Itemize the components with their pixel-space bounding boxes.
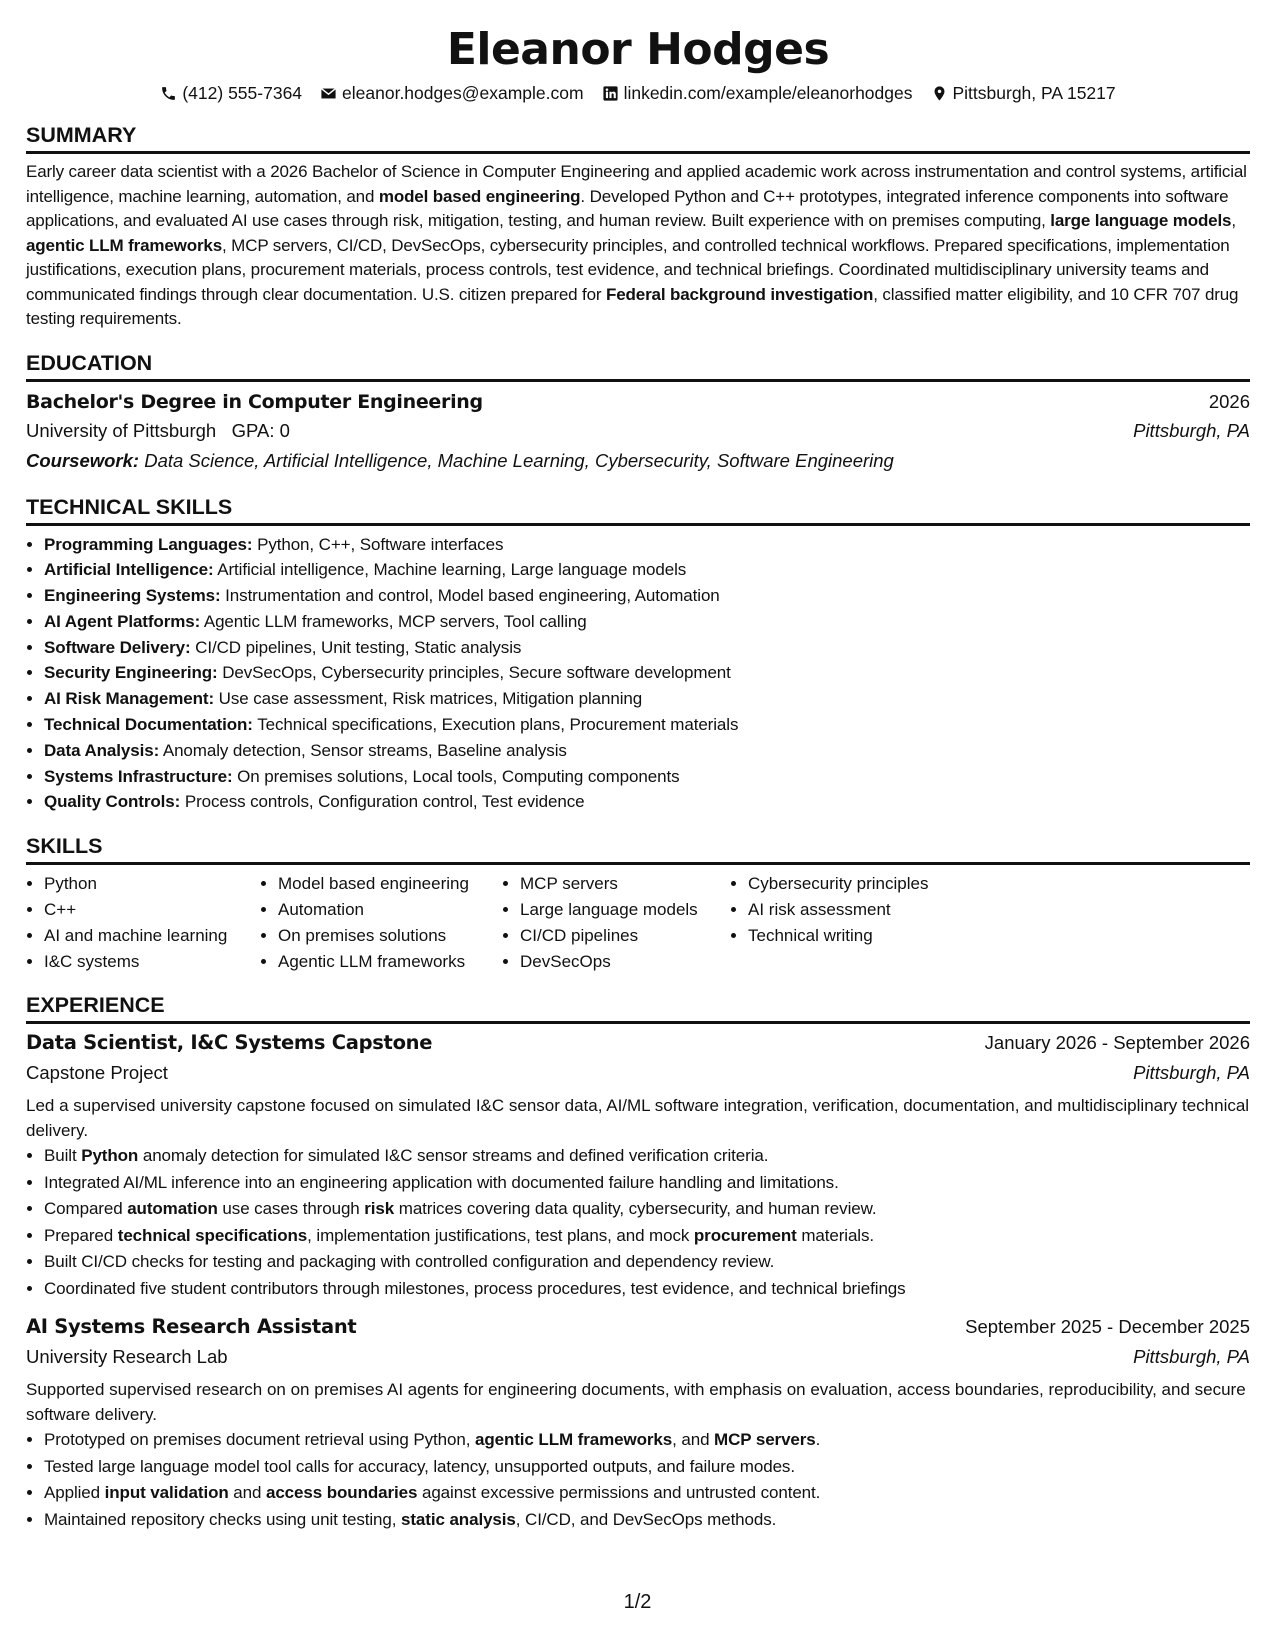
job-bullet	[44, 1143, 1250, 1170]
technical-skill-item	[44, 764, 1250, 790]
skill-item: • AI risk assessment	[748, 897, 998, 923]
skills-grid	[26, 871, 1250, 974]
technical-skill-label: Data Analysis:	[44, 740, 160, 760]
technical-skill-value: Anomaly detection, Sensor streams, Baseline analysis	[159, 740, 567, 760]
technical-skill-label: Systems Infrastructure:	[44, 766, 233, 786]
page-number: 1/2	[623, 1591, 652, 1613]
skills-column	[502, 871, 730, 974]
technical-skills-section	[26, 494, 1250, 816]
summary-segment-bold: agentic LLM frameworks	[26, 235, 223, 255]
job-title-row	[26, 1312, 1250, 1342]
job-bullet	[44, 1196, 1250, 1223]
technical-skill-item	[44, 583, 1250, 609]
text-segment: matrices covering data quality, cybersecurity, and human review.	[394, 1199, 877, 1219]
text-segment-bold: procurement	[693, 1225, 797, 1245]
job-entry	[26, 1312, 1250, 1533]
technical-skill-value: On premises solutions, Local tools, Computing components	[232, 766, 680, 786]
job-description: Supported supervised research on on premises AI agents for engineering documents, with emphasis on evaluation, access boundaries, reproducibility, and secure software delivery.	[26, 1380, 1246, 1424]
job-dates: September 2025 - December 2025	[965, 1316, 1250, 1338]
technical-skill-label: Software Delivery:	[44, 637, 191, 657]
text-segment-bold: technical specifications	[117, 1225, 308, 1245]
summary-segment: Early career data scientist with a 2026 Bachelor of Science in Computer Engineering and applied academic work across instrumentation and control systems, artificial intelligence, machine learning, automation, and	[26, 162, 1247, 206]
experience-heading: EXPERIENCE	[26, 992, 1250, 1024]
text-segment: Coordinated five student contributors through milestones, process procedures, test evidence, and technical briefings	[44, 1278, 906, 1298]
contact-location	[931, 82, 1116, 104]
job-bullet	[44, 1427, 1250, 1454]
text-segment: Prepared	[44, 1225, 118, 1245]
skills-section	[26, 833, 1250, 974]
technical-skill-label: Security Engineering:	[44, 663, 218, 683]
job-dates: January 2026 - September 2026	[984, 1032, 1250, 1054]
technical-skill-item	[44, 609, 1250, 635]
job-title: Data Scientist, I&C Systems Capstone	[26, 1031, 433, 1055]
summary-segment: ,	[1231, 211, 1236, 230]
technical-skill-item	[44, 660, 1250, 686]
contact-bar	[26, 82, 1250, 104]
job-organization: University Research Lab	[26, 1346, 228, 1368]
summary-segment-bold: model based engineering	[378, 186, 581, 206]
coursework-line	[26, 446, 1250, 476]
technical-skill-label: AI Agent Platforms:	[44, 611, 201, 631]
text-segment: materials.	[796, 1225, 875, 1245]
skill-item: • AI and machine learning	[44, 923, 260, 949]
summary-text	[26, 160, 1250, 332]
school-name: University of Pittsburgh	[26, 419, 217, 441]
school-line	[26, 416, 290, 446]
technical-skill-value: Python, C++, Software interfaces	[252, 534, 504, 554]
summary-segment: , MCP servers, CI/CD, DevSecOps, cybersecurity principles, and controlled technical workflows. Prepared specifications, implementation justifications, execution plans, procurement materials, process controls, test evidence, and technical briefings. Coordinated multidisciplinary university teams and communicated findings through clear documentation. U.S. citizen prepared for	[26, 235, 1230, 304]
text-segment: .	[815, 1430, 821, 1450]
technical-skill-value: CI/CD pipelines, Unit testing, Static analysis	[190, 637, 522, 657]
skills-column	[26, 871, 260, 974]
map-pin-icon	[931, 85, 948, 102]
technical-skill-label: AI Risk Management:	[44, 689, 215, 709]
skill-item: • Model based engineering	[278, 871, 502, 897]
job-bullet	[44, 1249, 1250, 1276]
degree-title: Bachelor's Degree in Computer Engineering	[26, 390, 483, 413]
job-bullet	[44, 1170, 1250, 1197]
text-segment: Applied	[44, 1483, 105, 1503]
phone-text: (412) 555-7364	[182, 83, 303, 103]
education-school-row	[26, 416, 1250, 446]
gpa: GPA: 0	[231, 419, 290, 441]
education-degree-row	[26, 388, 1250, 416]
technical-skill-value: Instrumentation and control, Model based engineering, Automation	[220, 586, 720, 606]
job-bullet	[44, 1480, 1250, 1507]
technical-skill-item	[44, 532, 1250, 558]
envelope-icon	[320, 85, 337, 102]
job-title-row	[26, 1028, 1250, 1058]
email-text: eleanor.hodges@example.com	[342, 83, 584, 103]
text-segment-bold: Python	[81, 1146, 139, 1166]
technical-skill-value: Artificial intelligence, Machine learning, Large language models	[213, 560, 687, 580]
technical-skill-value: Technical specifications, Execution plans, Procurement materials	[252, 715, 739, 735]
job-bullet	[44, 1223, 1250, 1250]
text-segment-bold: MCP servers	[714, 1430, 816, 1450]
technical-skills-heading: TECHNICAL SKILLS	[26, 494, 1250, 526]
job-bullets	[26, 1427, 1250, 1533]
summary-segment: , classified matter eligibility, and 10 CFR 707 drug testing requirements.	[26, 284, 1239, 328]
text-segment: Maintained repository checks using unit testing,	[44, 1509, 402, 1529]
location-text: Pittsburgh, PA 15217	[952, 83, 1116, 103]
job-description: Led a supervised university capstone focused on simulated I&C sensor data, AI/ML software integration, verification, documentation, and multidisciplinary technical delivery.	[26, 1096, 1250, 1140]
job-organization: Capstone Project	[26, 1062, 168, 1084]
job-bullet	[44, 1507, 1250, 1534]
linkedin-icon	[602, 85, 619, 102]
contact-email[interactable]	[320, 82, 584, 104]
skill-item: • Technical writing	[748, 923, 998, 949]
technical-skill-item	[44, 789, 1250, 815]
summary-heading: SUMMARY	[26, 122, 1250, 154]
technical-skill-label: Quality Controls:	[44, 792, 181, 812]
technical-skill-item	[44, 686, 1250, 712]
phone-icon	[160, 85, 177, 102]
text-segment: anomaly detection for simulated I&C sensor streams and defined verification criteria.	[138, 1146, 769, 1166]
job-org-row	[26, 1342, 1250, 1372]
experience-list	[26, 1028, 1250, 1533]
skills-heading: SKILLS	[26, 833, 1250, 865]
text-segment-bold: risk	[364, 1199, 395, 1219]
candidate-name: Eleanor Hodges	[446, 24, 830, 75]
text-segment: Tested large language model tool calls for accuracy, latency, unsupported outputs, and failure modes.	[44, 1456, 795, 1476]
text-segment: use cases through	[217, 1199, 365, 1219]
text-segment: , CI/CD, and DevSecOps methods.	[515, 1509, 777, 1529]
job-bullets	[26, 1143, 1250, 1302]
summary-segment-bold: large language models	[1050, 211, 1232, 230]
skill-item: • Agentic LLM frameworks	[278, 949, 502, 975]
technical-skill-label: Engineering Systems:	[44, 586, 221, 606]
text-segment-bold: static analysis	[401, 1509, 516, 1529]
technical-skill-label: Artificial Intelligence:	[44, 560, 214, 580]
technical-skill-value: Process controls, Configuration control, Test evidence	[180, 792, 585, 812]
technical-skill-value: Use case assessment, Risk matrices, Mitigation planning	[214, 689, 643, 709]
skill-item: • MCP servers	[520, 871, 730, 897]
technical-skill-item	[44, 738, 1250, 764]
text-segment: and	[228, 1483, 266, 1503]
skill-item: • DevSecOps	[520, 949, 730, 975]
skill-item: • Large language models	[520, 897, 730, 923]
text-segment: Prototyped on premises document retrieval using Python,	[44, 1430, 475, 1450]
education-section	[26, 350, 1250, 476]
text-segment-bold: agentic LLM frameworks	[474, 1430, 673, 1450]
skills-column	[730, 871, 998, 974]
technical-skill-value: DevSecOps, Cybersecurity principles, Secure software development	[217, 663, 731, 683]
text-segment: , implementation justifications, test plans, and mock	[307, 1225, 694, 1245]
contact-phone	[160, 82, 302, 104]
text-segment-bold: automation	[127, 1199, 218, 1219]
technical-skill-label: Programming Languages:	[44, 534, 253, 554]
technical-skill-value: Agentic LLM frameworks, MCP servers, Tool calling	[200, 611, 587, 631]
linkedin-text: linkedin.com/example/eleanorhodges	[623, 83, 913, 103]
job-entry	[26, 1028, 1250, 1302]
graduation-year: 2026	[1208, 390, 1250, 412]
experience-section	[26, 992, 1250, 1533]
job-bullet	[44, 1276, 1250, 1303]
coursework-list: Data Science, Artificial Intelligence, Machine Learning, Cybersecurity, Software Engineering	[144, 449, 894, 471]
resume-page	[26, 24, 1250, 1533]
job-title: AI Systems Research Assistant	[26, 1315, 357, 1339]
text-segment: against excessive permissions and untrusted content.	[417, 1483, 821, 1503]
technical-skill-item	[44, 557, 1250, 583]
school-location: Pittsburgh, PA	[1133, 419, 1250, 441]
text-segment: Built CI/CD checks for testing and packaging with controlled configuration and dependency review.	[44, 1252, 775, 1272]
text-segment: Built	[44, 1146, 82, 1166]
text-segment: Integrated AI/ML inference into an engineering application with documented failure handling and limitations.	[44, 1172, 839, 1192]
summary-segment: . Developed Python and C++ prototypes, integrated inference components into software applications, and evaluated AI use cases through risk, mitigation, testing, and human review. Built experience with on premises computing,	[26, 186, 1229, 230]
job-org-row	[26, 1058, 1250, 1088]
skill-item: • Cybersecurity principles	[748, 871, 998, 897]
technical-skill-item	[44, 635, 1250, 661]
contact-linkedin[interactable]	[602, 82, 913, 104]
summary-segment-bold: Federal background investigation	[606, 284, 874, 304]
text-segment: Compared	[44, 1199, 128, 1219]
technical-skill-item	[44, 712, 1250, 738]
coursework-label: Coursework:	[26, 449, 140, 471]
job-location: Pittsburgh, PA	[1133, 1062, 1250, 1084]
skill-item: • I&C systems	[44, 949, 260, 975]
skill-item: • Python	[44, 871, 260, 897]
text-segment-bold: access boundaries	[265, 1483, 418, 1503]
job-bullet	[44, 1454, 1250, 1481]
skills-column	[260, 871, 502, 974]
skill-item: • CI/CD pipelines	[520, 923, 730, 949]
skill-item: • C++	[44, 897, 260, 923]
technical-skills-list	[26, 532, 1250, 816]
job-location: Pittsburgh, PA	[1133, 1346, 1250, 1368]
summary-section	[26, 122, 1250, 332]
text-segment-bold: input validation	[104, 1483, 229, 1503]
skill-item: • Automation	[278, 897, 502, 923]
text-segment: , and	[672, 1430, 715, 1450]
skill-item: • On premises solutions	[278, 923, 502, 949]
technical-skill-label: Technical Documentation:	[44, 715, 253, 735]
education-heading: EDUCATION	[26, 350, 1250, 382]
